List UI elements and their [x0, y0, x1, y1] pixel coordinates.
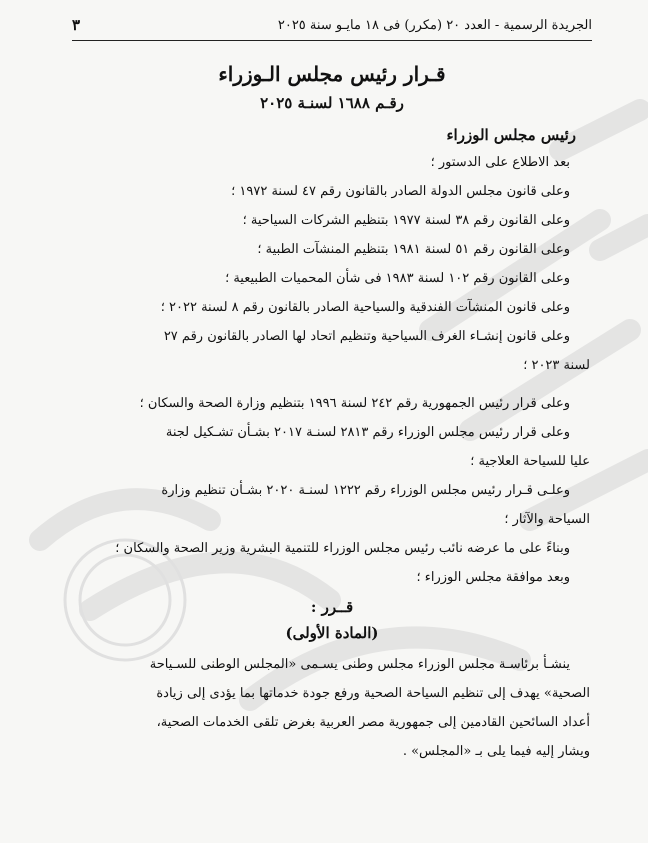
preamble-line: وبناءً على ما عرضه نائب رئيس مجلس الوزراء للتنمية البشرية وزير الصحة والسكان ؛: [115, 541, 570, 556]
preamble-line: عليا للسياحة العلاجية ؛: [470, 454, 590, 469]
article-body: [74, 0, 590, 843]
article-line: ويشار إليه فيما يلى بـ «المجلس» .: [402, 744, 590, 759]
preamble-line: وعلى القانون رقم ٣٨ لسنة ١٩٧٧ بتنظيم الشركات السياحية ؛: [242, 213, 570, 228]
preamble-line: وعلى قانون إنشـاء الغرف السياحية وتنظيم اتحاد لها الصادر بالقانون رقم ٢٧: [163, 329, 570, 344]
preamble-line: وعلى القانون رقم ١٠٢ لسنة ١٩٨٣ فى شأن المحميات الطبيعية ؛: [225, 271, 570, 286]
preamble-line: السياحة والآثار ؛: [504, 512, 590, 527]
article-title: (المادة الأولى): [285, 624, 379, 642]
decree-title: قـرار رئيس مجلس الـوزراء: [218, 62, 446, 86]
preamble-line: بعد الاطلاع على الدستور ؛: [430, 155, 570, 170]
gazette-issue-info: الجريدة الرسمية - العدد ٢٠ (مكرر) فى ١٨ مايـو سنة ٢٠٢٥: [277, 17, 592, 33]
article-line: الصحية» يهدف إلى تنظيم السياحة الصحية ورفع جودة خدماتها بما يؤدى إلى زيادة: [156, 686, 590, 701]
preamble-line: وعلـى قـرار رئيس مجلس الوزراء رقم ١٢٢٢ لسنـة ٢٠٢٠ بشـأن تنظيم وزارة: [161, 483, 570, 498]
page-number: ٣: [72, 16, 81, 34]
decision-heading: قــرر :: [310, 598, 354, 616]
preamble-line: وعلى القانون رقم ٥١ لسنة ١٩٨١ بتنظيم المنشآت الطبية ؛: [257, 242, 570, 257]
preamble-line: وعلى قرار رئيس مجلس الوزراء رقم ٢٨١٣ لسنـة ٢٠١٧ بشـأن تشـكيل لجنة: [165, 425, 570, 440]
article-line: ينشـأ برئاسـة مجلس الوزراء مجلس وطنى يسـمى «المجلس الوطنى للسـياحة: [149, 657, 570, 672]
decree-number: رقـم ١٦٨٨ لسنـة ٢٠٢٥: [260, 94, 404, 112]
issuer-heading: رئيس مجلس الوزراء: [446, 126, 576, 144]
preamble-line: وعلى قانون المنشآت الفندقية والسياحية الصادر بالقانون رقم ٨ لسنة ٢٠٢٢ ؛: [160, 300, 570, 315]
preamble-line: وبعد موافقة مجلس الوزراء ؛: [416, 570, 570, 585]
article-line: أعداد السائحين القادمين إلى جمهورية مصر العربية بغرض تلقى الخدمات الصحية،: [156, 715, 590, 730]
preamble-line: وعلى قانون مجلس الدولة الصادر بالقانون رقم ٤٧ لسنة ١٩٧٢ ؛: [231, 184, 570, 199]
preamble-line: وعلى قرار رئيس الجمهورية رقم ٢٤٢ لسنة ١٩٩٦ بتنظيم وزارة الصحة والسكان ؛: [139, 396, 570, 411]
preamble-line: لسنة ٢٠٢٣ ؛: [523, 358, 590, 373]
